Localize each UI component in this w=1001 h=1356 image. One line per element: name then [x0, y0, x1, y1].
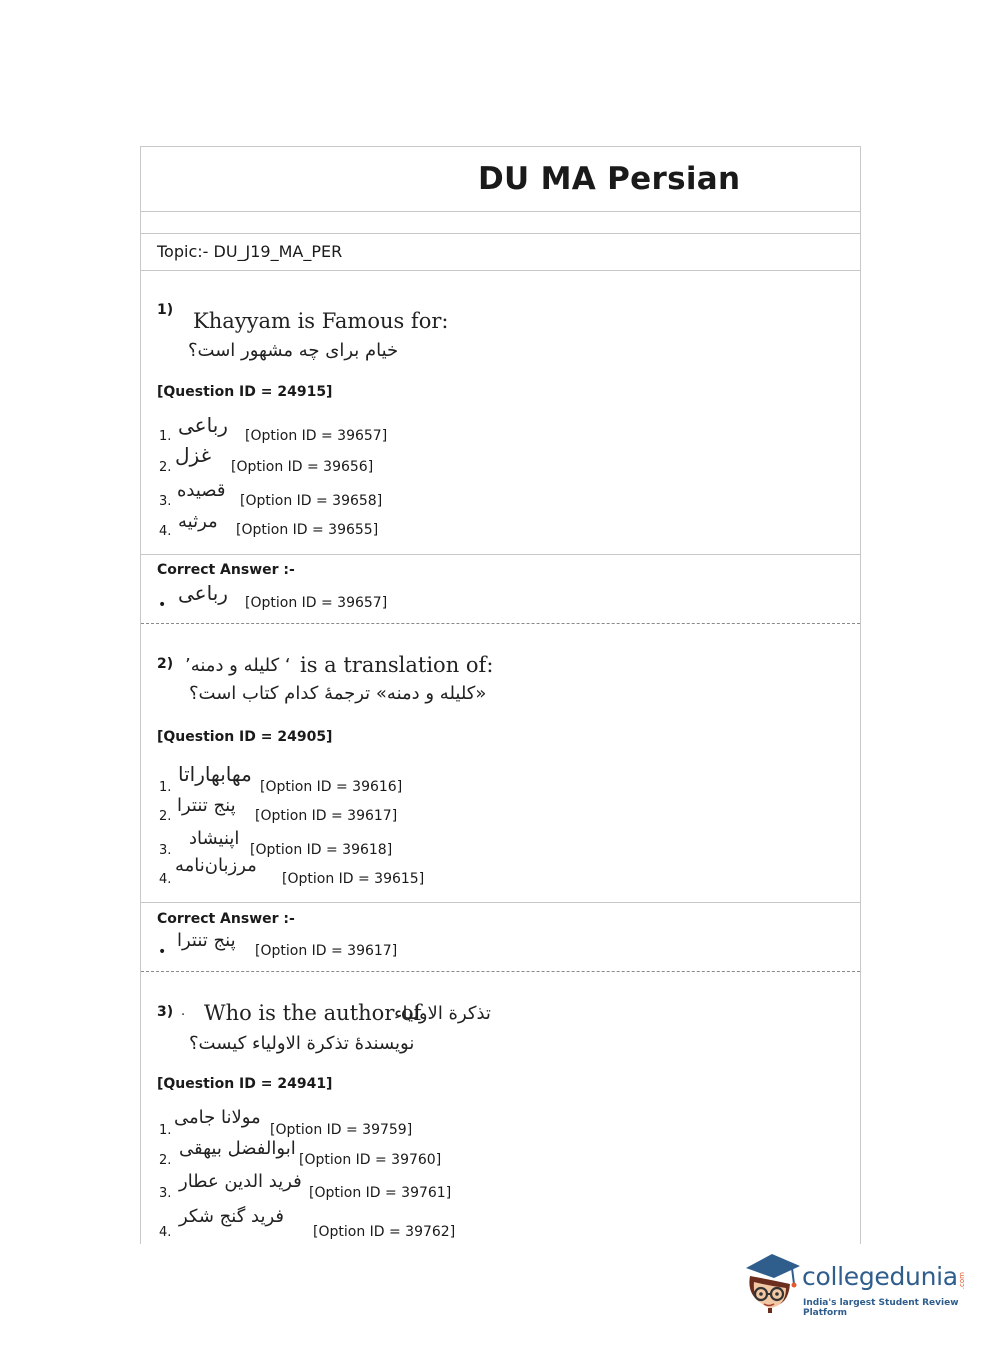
title-row	[141, 147, 860, 212]
divider	[141, 902, 860, 903]
question-id: [Question ID = 24905]	[157, 729, 333, 745]
option-id: [Option ID = 39618]	[250, 842, 393, 858]
option-text: ابوالفضل بیهقی	[179, 1138, 296, 1159]
option-number: 1.	[159, 780, 172, 795]
option-number: 2.	[159, 460, 172, 475]
option-text: غزل	[175, 443, 212, 467]
page-title: DU MA Persian	[478, 161, 741, 197]
correct-answer-id: [Option ID = 39617]	[255, 943, 398, 959]
question-separator	[141, 971, 860, 972]
question-text-en-fa: تذکرة الاولیاء	[394, 1003, 491, 1024]
bullet: •	[158, 944, 167, 960]
option-id: [Option ID = 39759]	[270, 1122, 413, 1138]
spacer-row	[141, 211, 860, 234]
option-id: [Option ID = 39657]	[245, 428, 388, 444]
option-number: 3.	[159, 494, 172, 509]
correct-answer-id: [Option ID = 39657]	[245, 595, 388, 611]
correct-answer-label: Correct Answer :-	[157, 562, 295, 578]
collegedunia-logo	[742, 1250, 972, 1320]
option-number: 1.	[159, 1123, 172, 1138]
bullet: •	[158, 597, 167, 613]
topic-label: Topic:- DU_J19_MA_PER	[157, 242, 343, 261]
question-text-en: Who is the author of	[204, 1001, 422, 1025]
option-text: پنج تنترا	[177, 795, 236, 816]
option-number: 4.	[159, 524, 172, 539]
option-id: [Option ID = 39617]	[255, 808, 398, 824]
option-id: [Option ID = 39655]	[236, 522, 379, 538]
mascot-icon	[742, 1250, 802, 1314]
correct-answer-text: رباعی	[178, 581, 228, 605]
option-text: اپنیشاد	[189, 828, 240, 849]
option-text: مرزبان‌نامه	[175, 855, 257, 876]
question-number-suffix: .	[181, 1004, 186, 1019]
option-id: [Option ID = 39616]	[260, 779, 403, 795]
question-id: [Question ID = 24915]	[157, 384, 333, 400]
option-text: مولانا جامی	[174, 1107, 261, 1128]
option-number: 3.	[159, 1186, 172, 1201]
option-number: 2.	[159, 1153, 172, 1168]
option-id: [Option ID = 39658]	[240, 493, 383, 509]
question-text-fa: نویسندۀ تذکرة الاولیاء کیست؟	[189, 1033, 415, 1054]
question-separator	[141, 623, 860, 624]
option-text: مرثیه	[178, 511, 218, 532]
option-text: فرید گنج شکر	[179, 1206, 285, 1227]
question-text-fa: «کلیله و دمنه» ترجمۀ کدام کتاب است؟	[189, 683, 487, 704]
question-number: 3)	[157, 1004, 174, 1020]
option-text: رباعی	[178, 413, 228, 437]
question-text-en: Khayyam is Famous for:	[193, 309, 449, 333]
option-text: قصیده	[177, 480, 226, 501]
divider	[141, 554, 860, 555]
question-number: 2)	[157, 656, 174, 672]
topic-row	[141, 234, 860, 271]
option-text: مهابهاراتا	[178, 762, 252, 786]
option-id: [Option ID = 39760]	[299, 1152, 442, 1168]
option-text: فرید الدین عطار	[179, 1171, 302, 1192]
brand-suffix: .com	[958, 1272, 966, 1290]
correct-answer-text: پنج تنترا	[177, 930, 236, 951]
question-text-fa: خیام برای چه مشهور است؟	[188, 340, 399, 361]
option-number: 1.	[159, 429, 172, 444]
option-number: 2.	[159, 809, 172, 824]
question-paper	[140, 146, 861, 1244]
option-number: 4.	[159, 1225, 172, 1240]
option-number: 4.	[159, 872, 172, 887]
question-text-en-prefix: ‘ کلیله و دمنه’	[185, 655, 291, 676]
correct-answer-label: Correct Answer :-	[157, 911, 295, 927]
question-text-en: is a translation of:	[300, 653, 494, 677]
brand-tagline: India's largest Student Review Platform	[803, 1298, 959, 1318]
option-id: [Option ID = 39656]	[231, 459, 374, 475]
question-id: [Question ID = 24941]	[157, 1076, 333, 1092]
option-number: 3.	[159, 843, 172, 858]
option-id: [Option ID = 39615]	[282, 871, 425, 887]
brand-name: collegedunia	[802, 1262, 958, 1291]
option-id: [Option ID = 39762]	[313, 1224, 456, 1240]
option-id: [Option ID = 39761]	[309, 1185, 452, 1201]
question-number: 1)	[157, 302, 174, 318]
